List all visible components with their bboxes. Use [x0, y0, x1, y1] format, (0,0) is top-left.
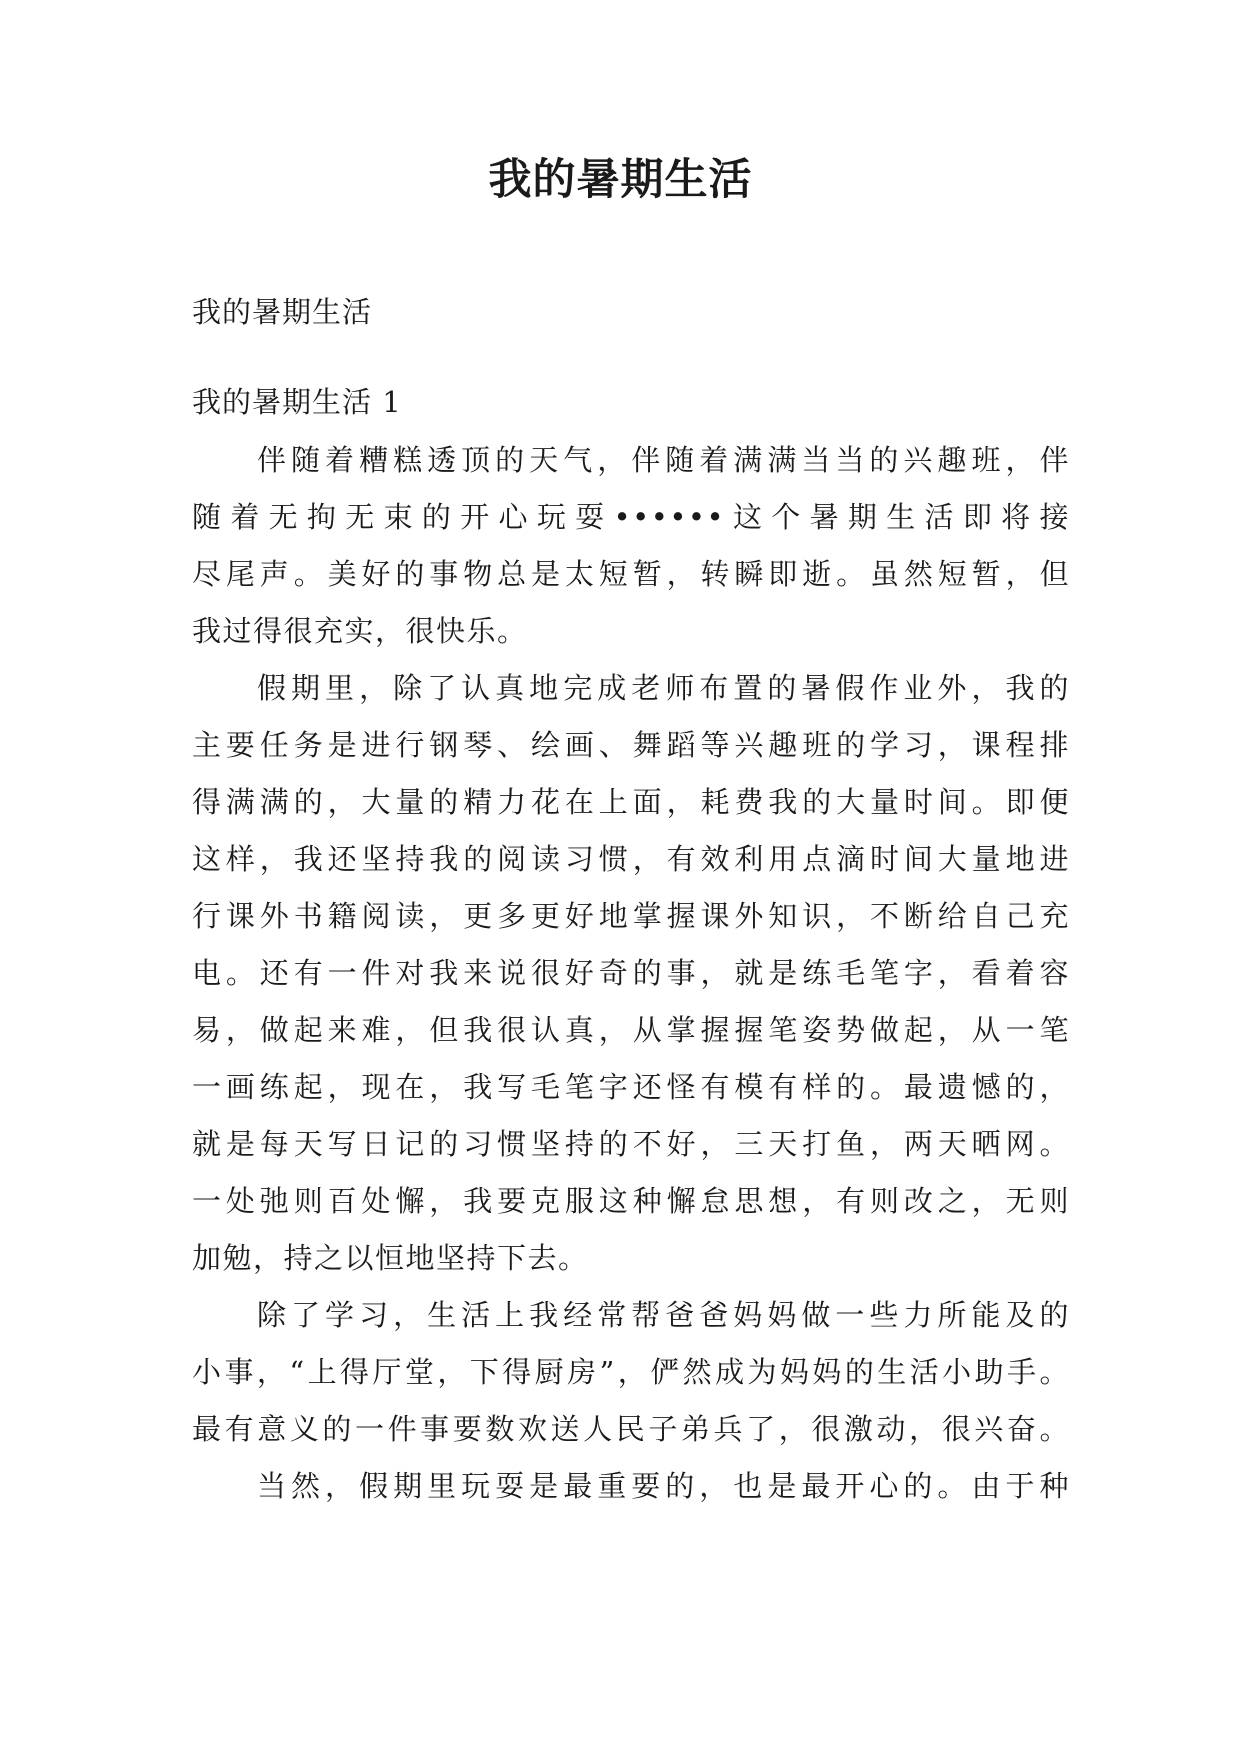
text-line: 随着无拘无束的开心玩耍••••••这个暑期生活即将接 — [192, 500, 1070, 534]
text-line: 尽尾声。美好的事物总是太短暂，转瞬即逝。虽然短暂，但 — [192, 557, 1070, 591]
text-line: 除了学习，生活上我经常帮爸爸妈妈做一些力所能及的 — [257, 1298, 1070, 1332]
section-heading: 我的暑期生活 1 — [192, 385, 402, 419]
text-line: 最有意义的一件事要数欢送人民子弟兵了，很激动，很兴奋。 — [192, 1412, 1070, 1446]
text-line: 一画练起，现在，我写毛笔字还怪有模有样的。最遗憾的， — [192, 1070, 1070, 1104]
text-line: 伴随着糟糕透顶的天气，伴随着满满当当的兴趣班，伴 — [257, 443, 1070, 477]
text-line: 主要任务是进行钢琴、绘画、舞蹈等兴趣班的学习，课程排 — [192, 728, 1070, 762]
text-line: 一处弛则百处懈，我要克服这种懈怠思想，有则改之，无则 — [192, 1184, 1070, 1218]
text-line: 电。还有一件对我来说很好奇的事，就是练毛笔字，看着容 — [192, 956, 1070, 990]
paragraph-2 — [192, 660, 1070, 1287]
text-line: 这样，我还坚持我的阅读习惯，有效利用点滴时间大量地进 — [192, 842, 1070, 876]
text-line: 行课外书籍阅读，更多更好地掌握课外知识，不断给自己充 — [192, 899, 1070, 933]
text-line: 就是每天写日记的习惯坚持的不好，三天打鱼，两天晒网。 — [192, 1127, 1070, 1161]
text-line: 得满满的，大量的精力花在上面，耗费我的大量时间。即便 — [192, 785, 1070, 819]
text-line: 假期里，除了认真地完成老师布置的暑假作业外，我的 — [257, 671, 1070, 705]
header-line: 我的暑期生活 — [192, 295, 373, 329]
text-line: 易，做起来难，但我很认真，从掌握握笔姿势做起，从一笔 — [192, 1013, 1070, 1047]
text-line: 加勉，持之以恒地坚持下去。 — [192, 1241, 589, 1275]
paragraph-4 — [192, 1458, 1070, 1515]
paragraph-1 — [192, 432, 1070, 660]
paragraph-3 — [192, 1287, 1070, 1458]
text-line: 小事，“上得厅堂，下得厨房”，俨然成为妈妈的生活小助手。 — [192, 1355, 1070, 1389]
text-line: 当然，假期里玩耍是最重要的，也是最开心的。由于种 — [257, 1469, 1070, 1503]
document-title: 我的暑期生活 — [488, 155, 753, 205]
document-body — [192, 292, 1070, 1515]
text-line: 我过得很充实，很快乐。 — [192, 614, 528, 648]
